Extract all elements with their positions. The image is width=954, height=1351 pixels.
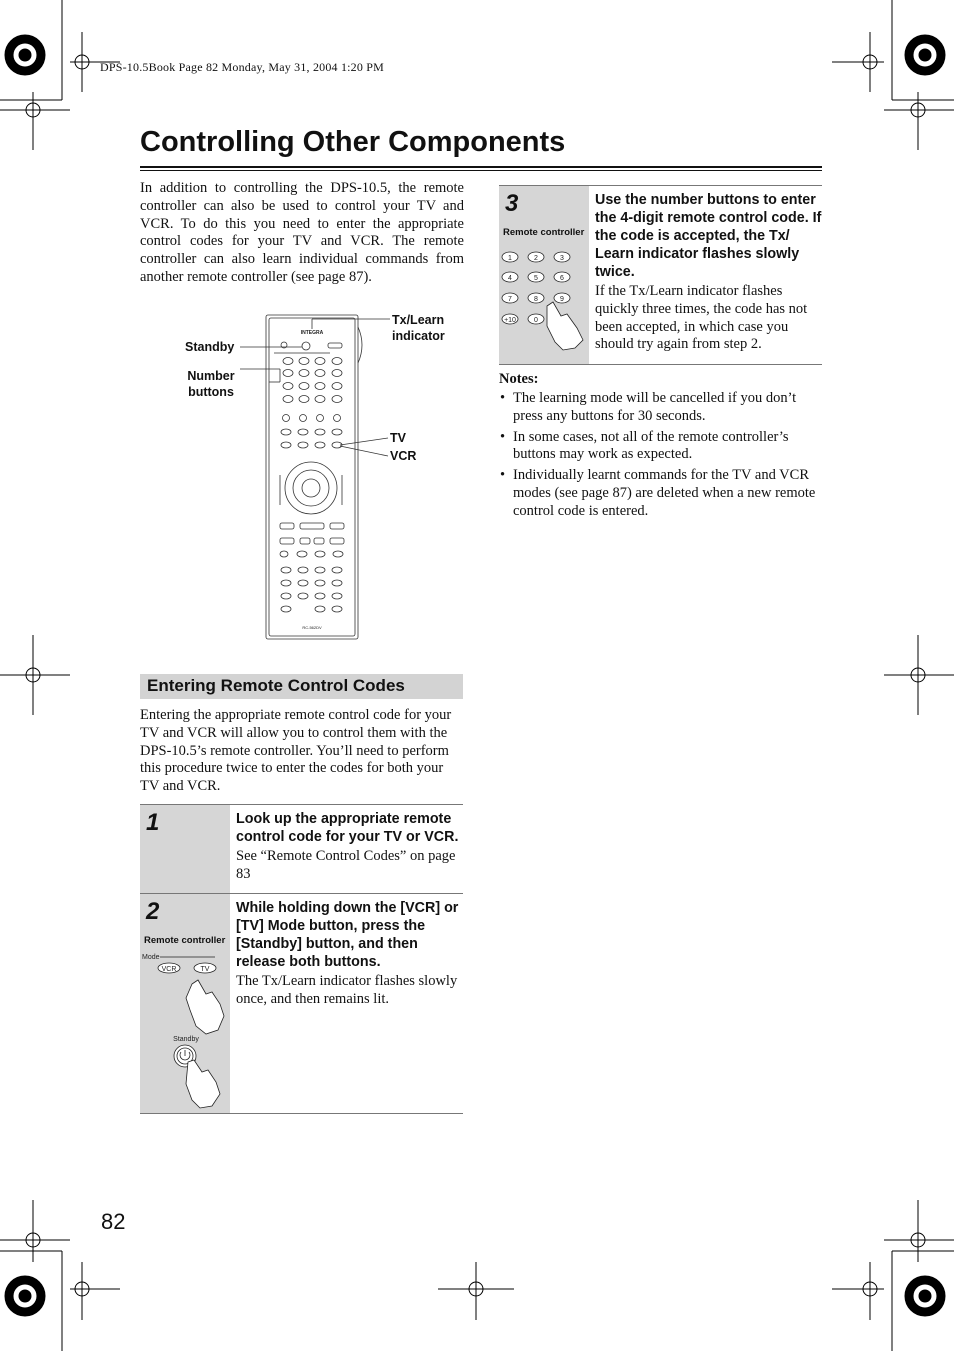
remote-figure	[180, 305, 470, 645]
callout-tx-learn: Tx/Learn indicator	[392, 313, 445, 343]
key-6: 6	[560, 275, 564, 282]
step-1	[140, 804, 463, 893]
step-1-instruction: Look up the appropriate remote control code for your TV or VCR.	[236, 811, 459, 845]
key-3: 3	[560, 255, 564, 262]
remote-illustration	[180, 305, 470, 645]
step-3-text	[595, 191, 825, 354]
step-2-tv-button: TV	[200, 966, 210, 973]
step-3-instruction: Use the number buttons to enter the 4-digit remote control code. If the code is accepted, the Tx/ Learn indicator flashes slowly twice.	[595, 192, 822, 280]
section-heading-text: Entering Remote Control Codes	[147, 676, 405, 695]
step-2-number: 2	[146, 898, 160, 925]
section-heading	[140, 674, 463, 699]
title-rule	[140, 166, 822, 171]
step-3-number: 3	[505, 190, 519, 217]
step-2-mode-illustration	[140, 944, 230, 1114]
note-text: Individually learnt commands for the TV and VCR modes (see page 87) are deleted when a new remote control code is entered.	[513, 467, 816, 519]
step-2-detail: The Tx/Learn indicator flashes slowly once, and then remains lit.	[236, 973, 458, 1007]
page-title: Controlling Other Components	[140, 126, 566, 158]
remote-model: RC-562DV	[302, 625, 322, 630]
print-header: DPS-10.5Book Page 82 Monday, May 31, 2004 1:20 PM	[100, 60, 385, 74]
section-paragraph: Entering the appropriate remote control code for your TV and VCR will allow you to control them with the DPS-10.5’s remote controller. You’ll need to perform this procedure twice to enter the codes for both your TV and VCR.	[140, 707, 452, 795]
step-2	[140, 893, 463, 1114]
key-7: 7	[508, 296, 512, 303]
key-4: 4	[508, 275, 512, 282]
step-3	[499, 185, 822, 365]
key-2: 2	[534, 255, 538, 262]
step-1-number: 1	[146, 809, 160, 836]
callout-standby: Standby	[185, 340, 235, 354]
step-3-keypad-illustration	[499, 244, 589, 364]
key-1: 1	[508, 255, 512, 262]
step-1-detail: See “Remote Control Codes” on page 83	[236, 848, 456, 882]
callout-tv: TV	[390, 431, 406, 445]
page-number: 82	[101, 1209, 126, 1234]
step-1-text	[236, 810, 466, 884]
step-3-detail: If the Tx/Learn indicator flashes quickly three times, the code has not been accepted, in which case you should try again from step 2.	[595, 283, 808, 353]
step-2-mode-label: Mode	[142, 954, 160, 961]
step-2-remote-label: Remote controller	[144, 935, 226, 946]
step-2-vcr-button: VCR	[161, 966, 177, 973]
step-2-instruction: While holding down the [VCR] or [TV] Mode button, press the [Standby] button, and then release both buttons.	[236, 900, 459, 970]
key-plus10: +10	[504, 317, 516, 324]
key-0: 0	[534, 317, 538, 324]
callout-number-buttons: Number buttons	[187, 369, 235, 399]
key-5: 5	[534, 275, 538, 282]
step-2-text	[236, 899, 466, 1009]
notes-list	[499, 390, 822, 524]
note-item: • Individually learnt commands for the TV and VCR modes (see page 87) are deleted when a new remote control code is entered.	[500, 467, 816, 519]
key-8: 8	[534, 296, 538, 303]
notes-title: Notes:	[499, 371, 539, 387]
step-3-remote-label: Remote controller	[503, 227, 585, 238]
note-text: In some cases, not all of the remote controller’s buttons may work as expected.	[513, 428, 789, 463]
note-text: The learning mode will be cancelled if you don’t press any buttons for 30 seconds.	[513, 390, 797, 424]
key-9: 9	[560, 296, 564, 303]
note-item: • The learning mode will be cancelled if you don’t press any buttons for 30 seconds.	[500, 390, 797, 424]
remote-logo: INTEGRA	[300, 330, 324, 336]
note-item: • In some cases, not all of the remote controller’s buttons may work as expected.	[500, 428, 789, 463]
intro-paragraph: In addition to controlling the DPS-10.5, the remote controller can also be used to control your TV and VCR. To do this you need to enter the appropriate control codes for your TV and VCR. The remote controller can also learn individual commands from another remote controller (see page 87).	[140, 180, 464, 285]
step-2-standby-label: Standby	[173, 1036, 199, 1043]
callout-vcr: VCR	[390, 449, 417, 463]
